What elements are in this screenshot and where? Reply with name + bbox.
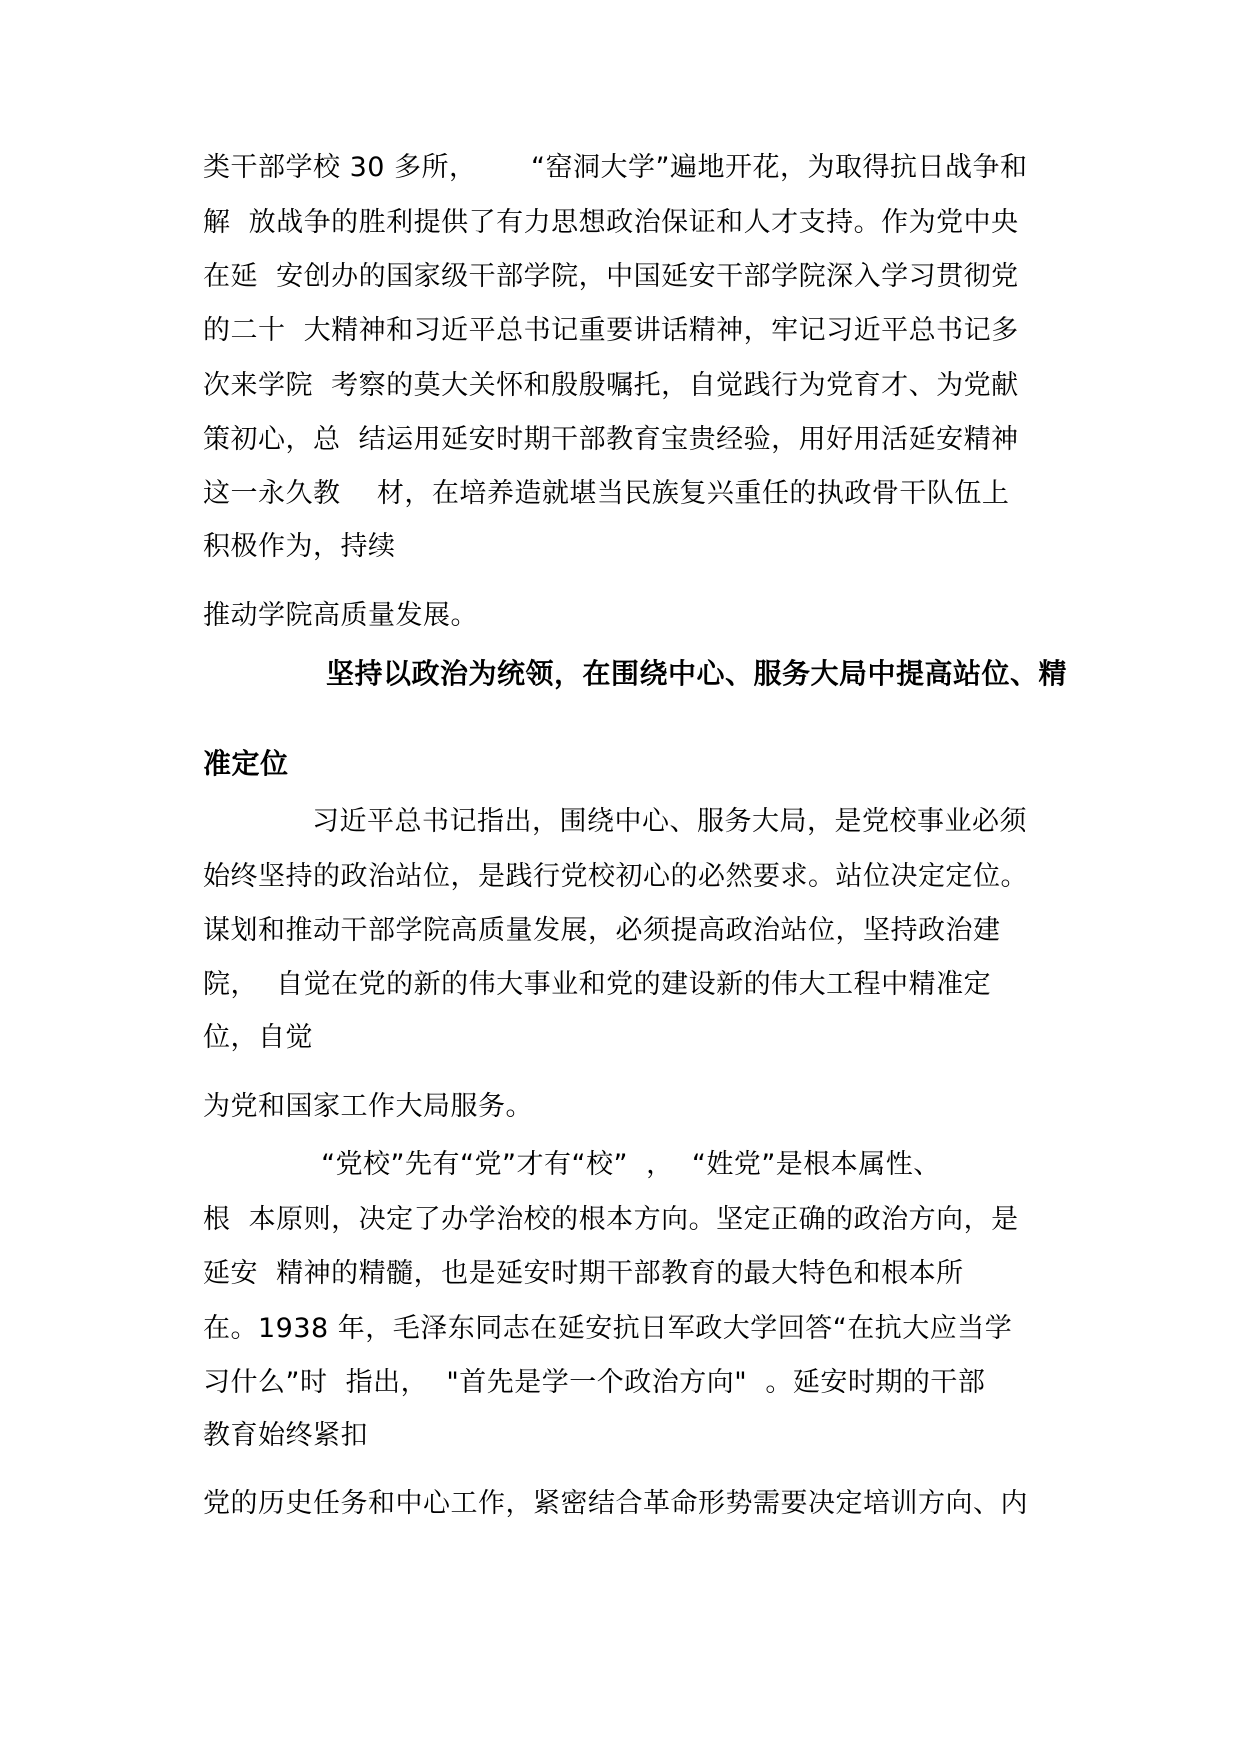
- text-line-5: 次来学院 考察的莫大关怀和殷殷嘱托，自觉践行为党育才、为党献: [203, 370, 1019, 401]
- text-line-23: 教育始终紧扣: [203, 1420, 368, 1451]
- text-line-4: 的二十 大精神和习近平总书记重要讲话精神，牢记习近平总书记多: [203, 315, 1019, 346]
- text-line-1: 类干部学校 30 多所， “窑洞大学”遍地开花，为取得抗日战争和: [203, 152, 1028, 183]
- text-line-12: 习近平总书记指出，围绕中心、服务大局，是党校事业必须: [203, 806, 1027, 837]
- text-line-2: 解 放战争的胜利提供了有力思想政治保证和人才支持。作为党中央: [203, 207, 1019, 238]
- text-line-9: 推动学院高质量发展。: [203, 600, 478, 631]
- section-heading: 坚持以政治为统领，在围绕中心、服务大局中提高站位、精: [203, 657, 1067, 690]
- text-line-18: “党校”先有“党”才有“校” ， “姓党”是根本属性、: [203, 1149, 941, 1180]
- text-line-22: 习什么”时 指出， "首先是学一个政治方向" 。延安时期的干部: [203, 1367, 986, 1398]
- text-line-15: 院， 自觉在党的新的伟大事业和党的建设新的伟大工程中精准定: [203, 969, 992, 1000]
- text-line-24: 党的历史任务和中心工作，紧密结合革命形势需要决定培训方向、内: [203, 1488, 1028, 1519]
- text-line-19: 根 本原则，决定了办学治校的根本方向。坚定正确的政治方向，是: [203, 1204, 1019, 1235]
- text-line-3: 在延 安创办的国家级干部学院，中国延安干部学院深入学习贯彻党: [203, 261, 1019, 292]
- text-line-13: 始终坚持的政治站位，是践行党校初心的必然要求。站位决定定位。: [203, 861, 1028, 892]
- text-line-20: 延安 精神的精髓，也是延安时期干部教育的最大特色和根本所: [203, 1258, 964, 1289]
- text-line-14: 谋划和推动干部学院高质量发展，必须提高政治站位，坚持政治建: [203, 915, 1001, 946]
- text-line-21: 在。1938 年，毛泽东同志在延安抗日军政大学回答“在抗大应当学: [203, 1313, 1013, 1344]
- section-heading-cont: 准定位: [203, 747, 289, 780]
- text-line-16: 位，自觉: [203, 1022, 313, 1053]
- text-line-6: 策初心，总 结运用延安时期干部教育宝贵经验，用好用活延安精神: [203, 424, 1019, 455]
- text-line-17: 为党和国家工作大局服务。: [203, 1091, 533, 1122]
- text-line-7: 这一永久教 材，在培养造就堪当民族复兴重任的执政骨干队伍上: [203, 478, 1010, 509]
- text-line-8: 积极作为，持续: [203, 531, 396, 562]
